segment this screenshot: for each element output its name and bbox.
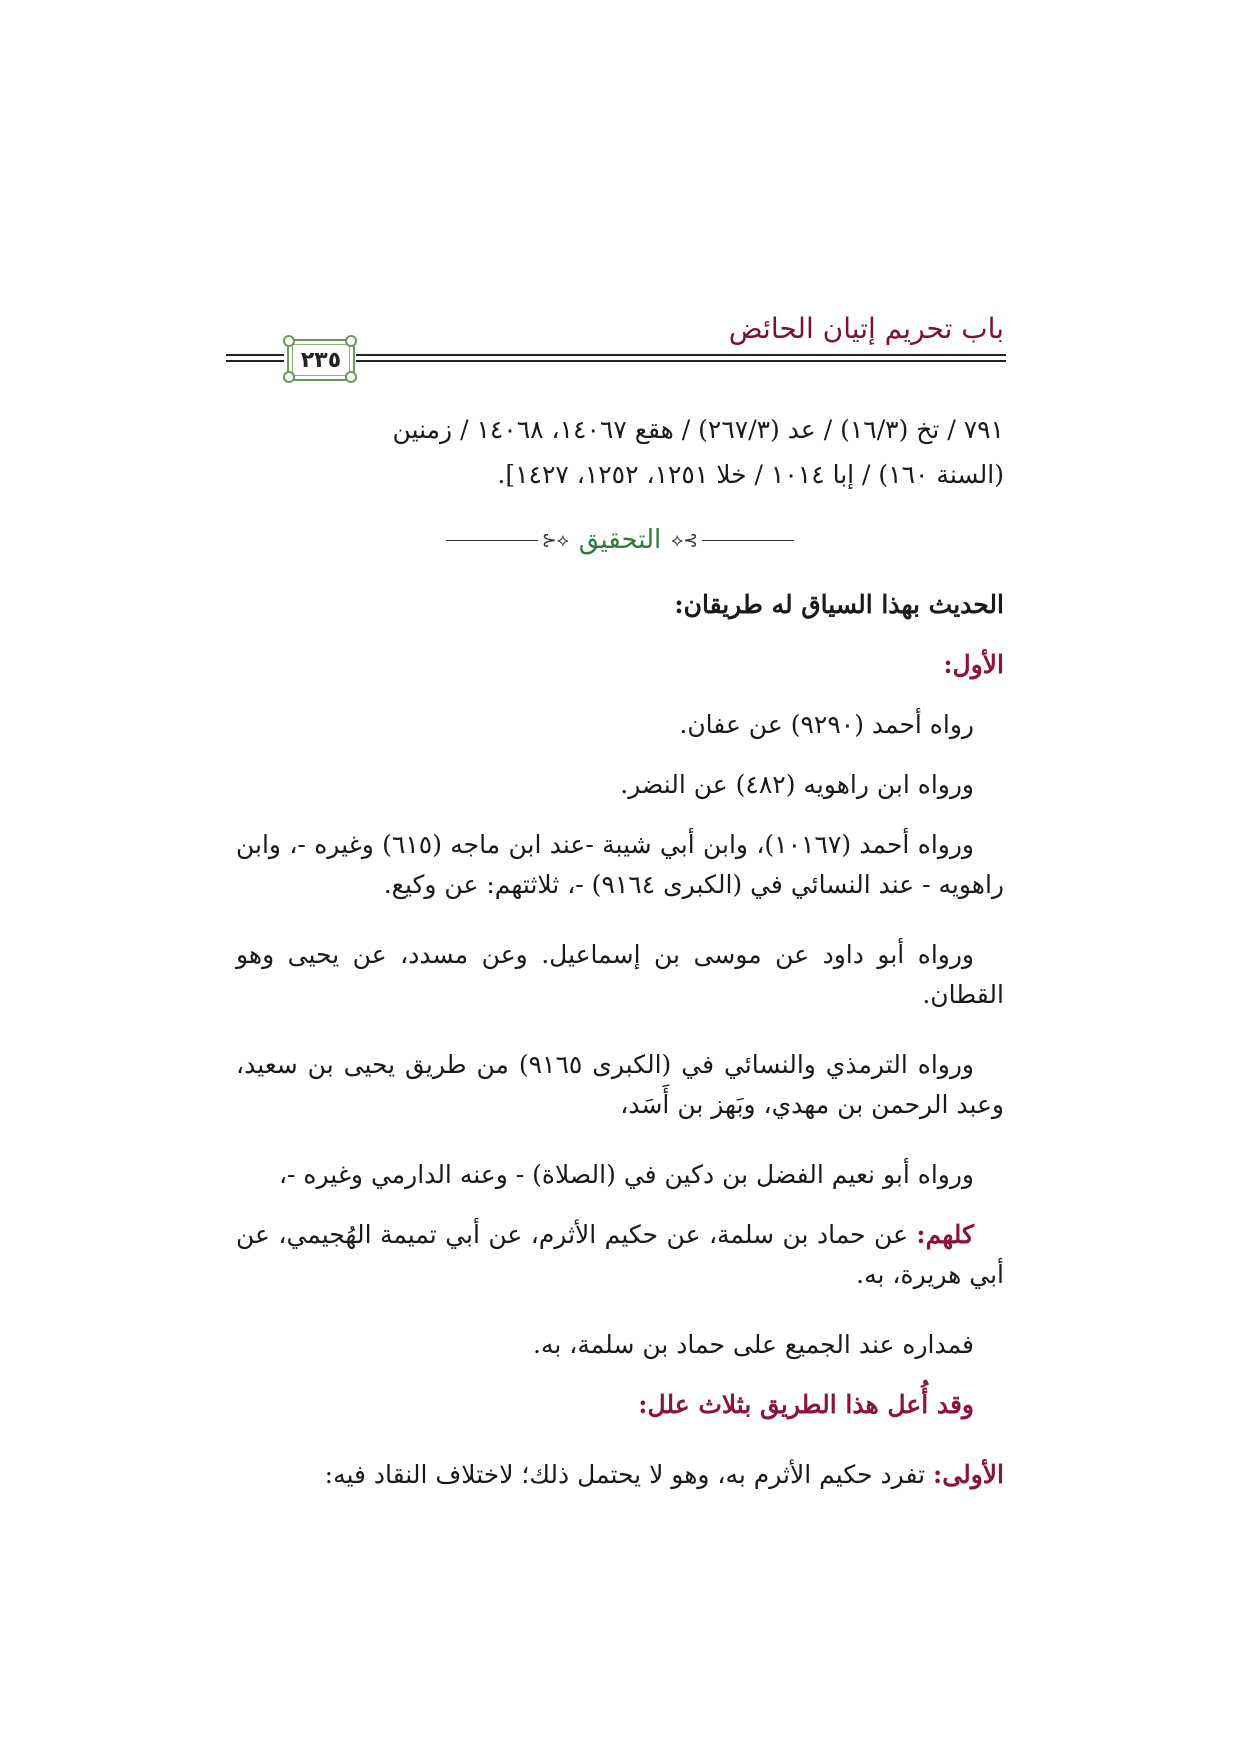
chapter-title: باب تحريم إتيان الحائض bbox=[728, 312, 1004, 345]
header-rule-right-lower bbox=[356, 360, 1006, 362]
paragraph-text: عن حماد بن سلمة، عن حكيم الأثرم، عن أبي تميمة الهُجيمي، عن أبي هريرة، به. bbox=[236, 1220, 1004, 1289]
inline-label: كلهم: bbox=[916, 1220, 974, 1249]
references-line-1: ٧٩١ / تخ (١٦/٣) / عد (٢٦٧/٣) / هقع ١٤٠٦٧، ١٤٠٦٨ / زمنين bbox=[392, 415, 1004, 444]
paragraph: ورواه أبو نعيم الفضل بن دكين في (الصلاة) - وعنه الدارمي وغيره -، bbox=[278, 1160, 974, 1189]
ornament-icon: ⊱⟡ bbox=[671, 529, 699, 551]
frame-ornament-icon bbox=[345, 335, 357, 347]
section-heading: الحديث بهذا السياق له طريقان: bbox=[674, 590, 1004, 619]
section-divider bbox=[0, 520, 1240, 560]
inline-label: الأولى: bbox=[933, 1460, 1004, 1489]
page-number: ٢٣٥ bbox=[300, 347, 342, 373]
frame-ornament-icon bbox=[283, 335, 295, 347]
paragraph: فمداره عند الجميع على حماد بن سلمة، به. bbox=[533, 1330, 974, 1359]
paragraph bbox=[236, 1455, 1004, 1495]
header-rule-left-lower bbox=[226, 360, 284, 362]
section-title: التحقيق bbox=[578, 525, 662, 555]
ornament-icon: ⟡⊰ bbox=[541, 529, 569, 551]
paragraph: ورواه ابن راهويه (٤٨٢) عن النضر. bbox=[620, 770, 974, 799]
frame-ornament-icon bbox=[345, 371, 357, 383]
references-line-2: (السنة ١٦٠) / إبا ١٠١٤ / خلا ١٢٥١، ١٢٥٢، ١٤٢٧]. bbox=[497, 460, 1004, 489]
paragraph: ورواه أحمد (١٠١٦٧)، وابن أبي شيبة -عند ابن ماجه (٦١٥) وغيره -، وابن راهويه - عند النسائي في (الكبرى ٩١٦٤) -، ثلاثتهم: عن وكيع. bbox=[236, 830, 1004, 899]
paragraph: ورواه أبو داود عن موسى بن إسماعيل. وعن مسدد، عن يحيى وهو القطان. bbox=[236, 940, 1004, 1009]
divider-line bbox=[702, 540, 794, 541]
header-rule-right bbox=[356, 354, 1006, 356]
first-route-label: الأول: bbox=[943, 650, 1004, 679]
sub-heading: وقد أُعل هذا الطريق بثلاث علل: bbox=[638, 1390, 974, 1419]
paragraph bbox=[236, 1215, 1004, 1295]
paragraph-text: تفرد حكيم الأثرم به، وهو لا يحتمل ذلك؛ لاختلاف النقاد فيه: bbox=[324, 1460, 934, 1489]
frame-ornament-icon bbox=[283, 371, 295, 383]
header-rule-left bbox=[226, 354, 284, 356]
paragraph: رواه أحمد (٩٢٩٠) عن عفان. bbox=[679, 710, 974, 739]
divider-line bbox=[446, 540, 538, 541]
paragraph: ورواه الترمذي والنسائي في (الكبرى ٩١٦٥) من طريق يحيى بن سعيد، وعبد الرحمن بن مهدي، وبَهز بن أَسَد، bbox=[236, 1050, 1004, 1119]
